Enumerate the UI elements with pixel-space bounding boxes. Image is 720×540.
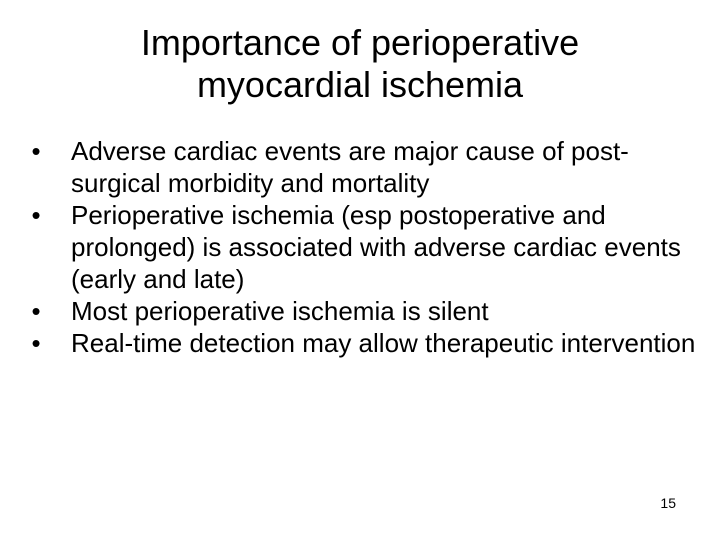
bullet-text: Adverse cardiac events are major cause of post-surgical morbidity and mortality [71,136,629,198]
bullet-dot-icon: • [31,136,41,166]
bullet-dot-icon: • [31,200,41,230]
bullet-list [26,135,696,359]
bullet-item [26,295,696,327]
slide-title-line-1: Importance of perioperative [140,22,580,63]
bullet-dot-icon: • [31,328,41,358]
slide-title [40,22,680,106]
bullet-item [26,327,696,359]
bullet-text: Real-time detection may allow therapeutic intervention [71,328,696,358]
bullet-item [26,199,696,295]
slide-number: 15 [660,495,676,511]
bullet-text: Most perioperative ischemia is silent [71,296,489,326]
bullet-item [26,135,696,199]
bullet-dot-icon: • [31,296,41,326]
slide-title-line-2: myocardial ischemia [196,64,524,105]
bullet-text: Perioperative ischemia (esp postoperative and prolonged) is associated with adverse cardiac events (early and late) [71,200,681,294]
